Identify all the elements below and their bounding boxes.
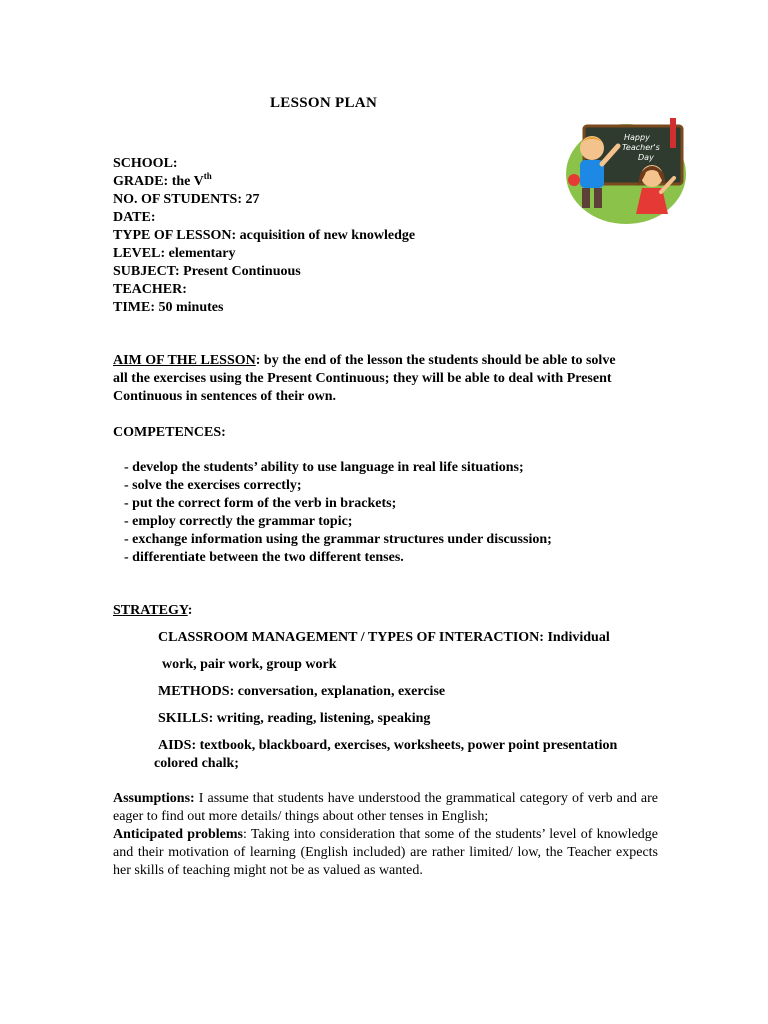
- flag: [670, 118, 676, 148]
- anticipated-problems-paragraph: [113, 826, 658, 880]
- grade-line: [113, 173, 212, 191]
- boy-leg-right: [594, 188, 602, 208]
- board-text-happy: Happy: [624, 133, 650, 142]
- aim-line-2: all the exercises using the Present Continuous; they will be able to deal with Present: [113, 371, 612, 386]
- aim-line-3: Continuous in sentences of their own.: [113, 389, 336, 404]
- apple: [568, 174, 580, 186]
- level-line: LEVEL: elementary: [113, 246, 236, 261]
- aids-line-2: colored chalk;: [154, 756, 239, 771]
- aids-line-1: AIDS: textbook, blackboard, exercises, worksheets, power point presentation: [158, 738, 618, 753]
- competence-item: - put the correct form of the verb in brackets;: [124, 496, 397, 511]
- time-line: TIME: 50 minutes: [113, 300, 224, 315]
- boy-head: [580, 136, 604, 160]
- grade-superscript: th: [203, 171, 212, 181]
- board-text-teachers: Teacher's: [622, 143, 660, 152]
- competence-item: - solve the exercises correctly;: [124, 478, 302, 493]
- anticipated-problems-label: Anticipated problems: [113, 827, 243, 842]
- assumptions-text: I assume that students have understood the grammatical category of verb and are eager to find out more details/ things about other tenses in English;: [113, 791, 658, 824]
- board-text-day: Day: [638, 153, 654, 162]
- assumptions-label: Assumptions:: [113, 791, 195, 806]
- lesson-type-line: TYPE OF LESSON: acquisition of new knowledge: [113, 228, 416, 243]
- grade-text: GRADE: the V: [113, 174, 204, 189]
- boy-leg-left: [582, 188, 590, 208]
- aim-line-1: [113, 352, 616, 370]
- competence-item: - differentiate between the two different tenses.: [124, 550, 404, 565]
- page-title: LESSON PLAN: [270, 95, 378, 111]
- strategy-colon: :: [187, 603, 193, 618]
- subject-line: SUBJECT: Present Continuous: [113, 264, 301, 279]
- skills-line: SKILLS: writing, reading, listening, speaking: [158, 711, 431, 726]
- strategy-heading-line: [113, 602, 192, 620]
- methods-line: METHODS: conversation, explanation, exercise: [158, 684, 446, 699]
- school-line: SCHOOL:: [113, 156, 178, 171]
- students-line: NO. OF STUDENTS: 27: [113, 192, 260, 207]
- competence-item: - employ correctly the grammar topic;: [124, 514, 353, 529]
- competence-item: - develop the students’ ability to use language in real life situations;: [124, 460, 524, 475]
- competences-heading: COMPETENCES:: [113, 425, 226, 440]
- classroom-management-line-2: work, pair work, group work: [162, 657, 337, 672]
- assumptions-paragraph: [113, 790, 658, 826]
- strategy-heading: STRATEGY: [113, 603, 188, 618]
- teachers-day-clipart: [562, 116, 690, 226]
- anticipated-problems-text: : Taking into consideration that some of the students’ level of knowledge and their motivation of learning (English included) are rather limited/ low, the Teacher expects her skills of teaching might not be as valued as wanted.: [113, 827, 658, 878]
- aim-text-1: : by the end of the lesson the students should be able to solve: [255, 353, 616, 368]
- competence-item: - exchange information using the grammar structures under discussion;: [124, 532, 552, 547]
- date-line: DATE:: [113, 210, 156, 225]
- aim-heading: AIM OF THE LESSON: [113, 353, 256, 368]
- teacher-line: TEACHER:: [113, 282, 187, 297]
- classroom-management-line-1: CLASSROOM MANAGEMENT / TYPES OF INTERACTION: Individual: [158, 630, 610, 645]
